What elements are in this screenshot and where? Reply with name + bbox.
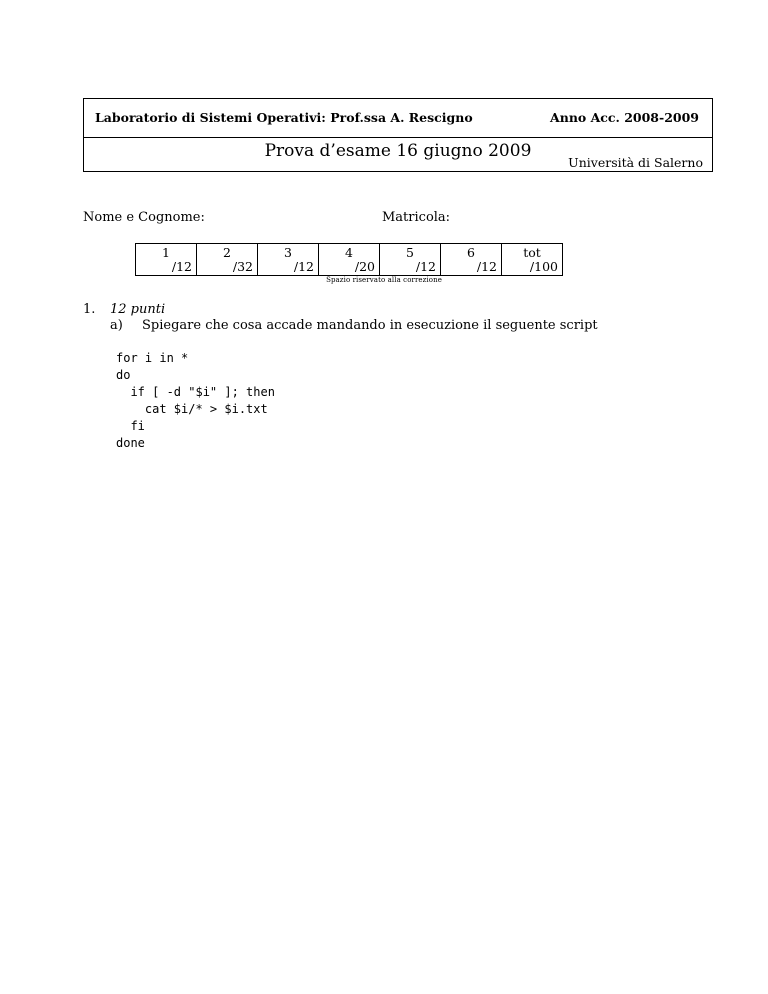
header-divider bbox=[84, 137, 712, 138]
course-title: Laboratorio di Sistemi Operativi: Prof.ssa A. Rescigno bbox=[95, 110, 473, 125]
question-points: 12 punti bbox=[110, 302, 166, 317]
score-col-max: /100 bbox=[502, 260, 563, 276]
code-line: for i in * bbox=[116, 351, 189, 365]
question-number: 1. bbox=[83, 302, 96, 317]
score-header-row bbox=[136, 244, 563, 261]
score-col-label: 6 bbox=[441, 244, 502, 261]
score-col-label: 4 bbox=[319, 244, 380, 261]
score-col-label: 5 bbox=[380, 244, 441, 261]
score-col-label: 3 bbox=[258, 244, 319, 261]
university-name: Università di Salerno bbox=[568, 155, 703, 170]
score-col-max: /12 bbox=[136, 260, 197, 276]
exam-header bbox=[83, 98, 713, 172]
score-col-label: 2 bbox=[197, 244, 258, 261]
score-col-label: 1 bbox=[136, 244, 197, 261]
academic-year: Anno Acc. 2008-2009 bbox=[550, 110, 699, 125]
score-col-max: /20 bbox=[319, 260, 380, 276]
score-col-max: /12 bbox=[441, 260, 502, 276]
student-name-label: Nome e Cognome: bbox=[83, 210, 205, 225]
score-col-max: /32 bbox=[197, 260, 258, 276]
exam-title: Prova d’esame 16 giugno 2009 bbox=[264, 141, 532, 161]
code-line: if [ -d "$i" ]; then bbox=[116, 385, 275, 399]
question-part bbox=[110, 318, 598, 333]
correction-note: Spazio riservato alla correzione bbox=[326, 276, 442, 284]
code-line: done bbox=[116, 436, 145, 450]
score-col-max: /12 bbox=[380, 260, 441, 276]
score-col-label: tot bbox=[502, 244, 563, 261]
code-line: do bbox=[116, 368, 131, 382]
code-line: cat $i/* > $i.txt bbox=[116, 402, 268, 416]
code-block bbox=[116, 350, 275, 452]
score-table bbox=[135, 243, 563, 276]
part-text: Spiegare che cosa accade mandando in esecuzione il seguente script bbox=[142, 318, 598, 333]
score-max-row bbox=[136, 260, 563, 276]
matricola-label: Matricola: bbox=[382, 210, 451, 225]
score-col-max: /12 bbox=[258, 260, 319, 276]
part-letter: a) bbox=[110, 318, 123, 333]
code-line: fi bbox=[116, 419, 145, 433]
